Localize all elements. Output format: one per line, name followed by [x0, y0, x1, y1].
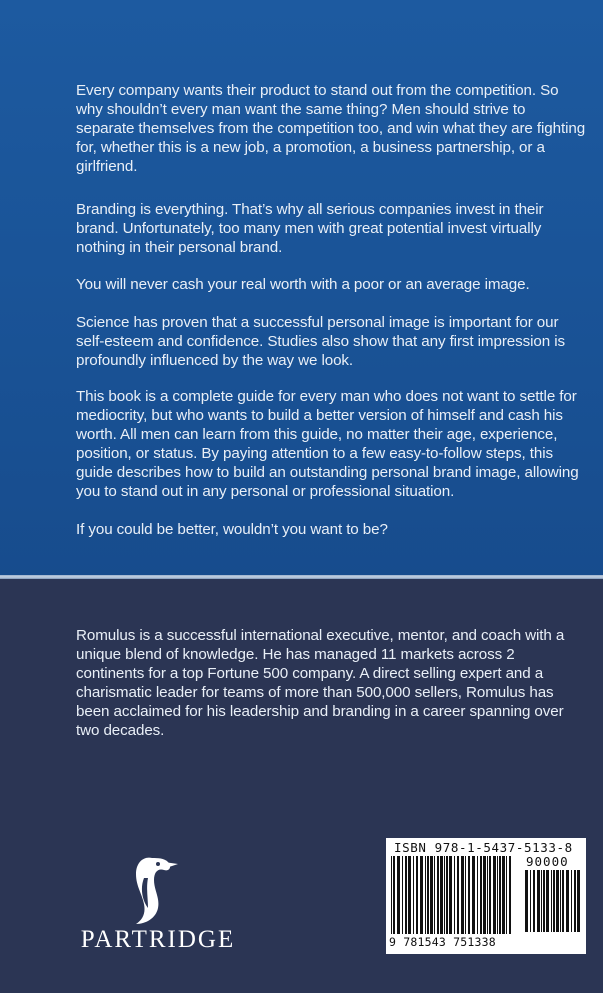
barcode-bar: [420, 856, 423, 934]
barcode-bar: [402, 856, 403, 934]
barcode-bar: [454, 856, 455, 934]
barcode-bar: [502, 856, 505, 934]
barcode-bar: [405, 856, 407, 934]
penguin-icon: [66, 848, 250, 928]
barcode-bar: [525, 870, 528, 932]
barcode-bar: [571, 870, 572, 932]
barcode-bar: [574, 870, 576, 932]
barcode-bar: [449, 856, 452, 934]
barcode-bar: [577, 870, 580, 932]
barcode-bar: [566, 870, 569, 932]
blurb-paragraph-4: Science has proven that a successful personal image is important for our self-esteem and confidence. Studies also show that any first impression is profoundly influenced by the way we look.: [76, 314, 565, 369]
barcode-bar: [537, 870, 540, 932]
barcode-bar: [391, 856, 392, 934]
barcode-bar: [437, 856, 439, 934]
publisher-name: PARTRIDGE: [80, 926, 236, 953]
blurb-paragraph-6: If you could be better, wouldn’t you want to be?: [76, 521, 388, 538]
barcode-bar: [480, 856, 482, 934]
barcode-bar: [440, 856, 443, 934]
barcode-bar: [546, 870, 549, 932]
barcode-bar: [430, 856, 433, 934]
barcode-bar: [468, 856, 470, 934]
barcode-bar: [509, 856, 511, 934]
barcode-bar: [472, 856, 475, 934]
barcode-bar: [408, 856, 411, 934]
barcode-bar: [499, 856, 501, 934]
barcode-bar: [489, 856, 491, 934]
barcode-bar: [446, 856, 448, 934]
author-bio: Romulus is a successful international executive, mentor, and coach with a unique blend of knowledge. He has managed 11 markets across 2 continents for a top Fortune 500 company. A direct selling expert and a charismatic leader for teams of more than 500,000 sellers, Romulus has been acclaimed for his leadership and branding in a career spanning over two decades.: [76, 627, 565, 739]
barcode-box: [386, 838, 586, 954]
barcode-bar: [553, 870, 555, 932]
barcode-bar: [560, 870, 561, 932]
barcode-bar: [457, 856, 459, 934]
barcode-bar: [533, 870, 535, 932]
barcode-bar: [483, 856, 486, 934]
barcode-bar: [444, 856, 445, 934]
barcode-bar: [497, 856, 498, 934]
isbn-label: ISBN 978-1-5437-5133-8: [394, 840, 573, 855]
blurb-paragraph-2: Branding is everything. That’s why all serious companies invest in their brand. Unfortunately, too many men with great potential invest virtually nothing in their personal brand.: [76, 201, 544, 256]
barcode-bar: [397, 856, 400, 934]
barcode-bar: [465, 856, 466, 934]
ean-digits: 9 781543 751338: [389, 935, 496, 949]
barcode-bar: [416, 856, 418, 934]
price-code: 90000: [526, 854, 569, 869]
barcode-bar: [425, 856, 426, 934]
blurb-paragraph-5: This book is a complete guide for every man who does not want to settle for mediocrity, but who wants to build a better version of himself and cash his worth. All men can learn from this guide, no matter their age, experience, position, or status. By paying attention to a few easy-to-follow steps, this guide describes how to build an outstanding personal brand image, allowing you to stand out in any personal or professional situation.: [76, 388, 579, 500]
ean-barcode: [390, 856, 514, 936]
barcode-bar: [493, 856, 496, 934]
barcode-bar: [393, 856, 395, 934]
barcode-bar: [556, 870, 559, 932]
barcode-bar: [551, 870, 552, 932]
barcode-bar: [477, 856, 478, 934]
blurb-paragraph-1: Every company wants their product to stand out from the competition. So why shouldn’t every man want the same thing? Men should strive to separate themselves from the competition too, and win what they are fighting for, whether this is a new job, a promotion, a business partnership, or a girlfriend.: [76, 82, 586, 175]
barcode-bar: [413, 856, 414, 934]
barcode-bar: [461, 856, 464, 934]
barcode-bar: [530, 870, 531, 932]
publisher-logo: [66, 848, 250, 958]
blurb-paragraph-3: You will never cash your real worth with a poor or an average image.: [76, 276, 530, 293]
barcode-bar: [427, 856, 429, 934]
barcode-bar: [562, 870, 564, 932]
barcode-bar: [506, 856, 507, 934]
barcode-bar: [487, 856, 488, 934]
barcode-bar: [541, 870, 542, 932]
barcode-bar: [434, 856, 435, 934]
barcode-bar: [543, 870, 545, 932]
price-barcode: [524, 870, 580, 932]
